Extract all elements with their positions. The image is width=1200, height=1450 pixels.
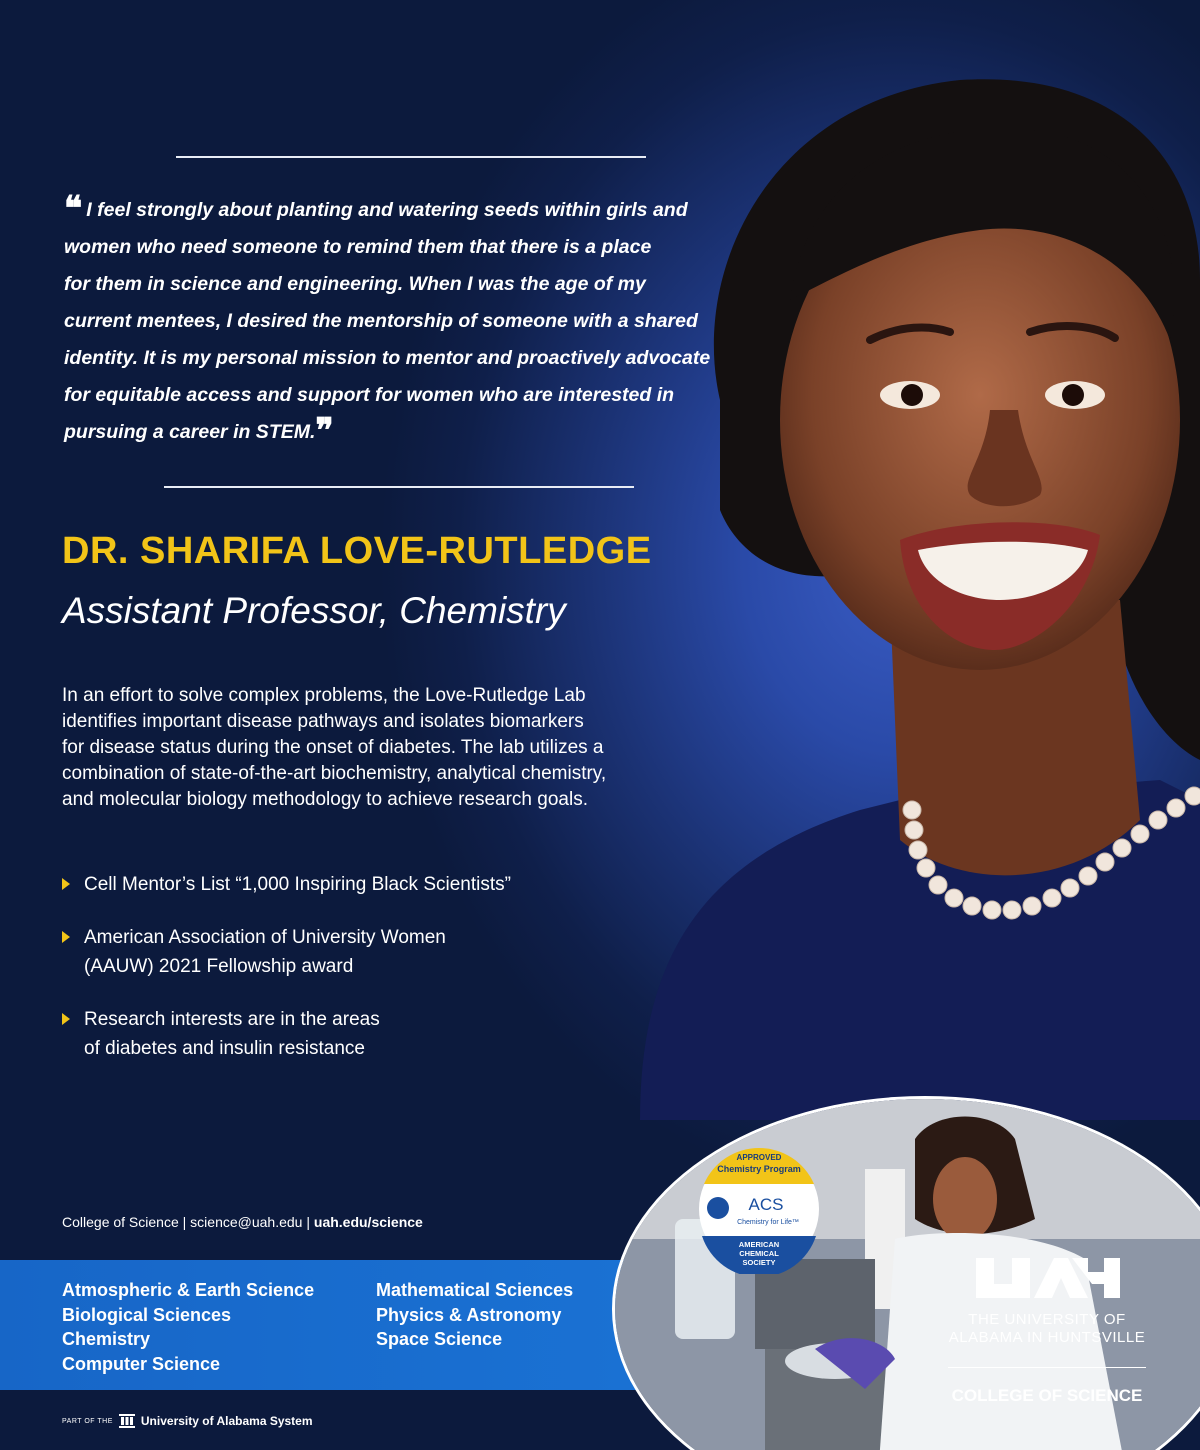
quote-line: pursuing a career in STEM. <box>64 421 316 443</box>
profile-name: DR. SHARIFA LOVE-RUTLEDGE <box>62 530 652 572</box>
bullet-arrow-icon <box>62 931 70 943</box>
uah-college-name: COLLEGE OF SCIENCE <box>951 1386 1143 1405</box>
department-item: Chemistry <box>62 1329 151 1349</box>
department-item: Space Science <box>376 1329 503 1349</box>
highlights-list <box>62 870 582 1087</box>
highlight-text: of diabetes and insulin resistance <box>84 1038 365 1059</box>
description-line: identifies important disease pathways and isolates biomarkers <box>62 711 584 732</box>
quote-bottom-rule <box>164 486 634 488</box>
description-line: and molecular biology methodology to achieve research goals. <box>62 789 588 810</box>
contact-email[interactable]: science@uah.edu <box>190 1214 303 1230</box>
department-item: Biological Sciences <box>62 1304 232 1325</box>
highlight-text: American Association of University Women <box>84 927 446 948</box>
highlight-text: (AAUW) 2021 Fellowship award <box>84 956 354 977</box>
contact-college: College of Science <box>62 1214 179 1230</box>
ua-system-logo-icon <box>119 1414 135 1428</box>
acs-society-text: SOCIETY <box>742 1258 776 1267</box>
footer-system-name: University of Alabama System <box>140 1414 313 1428</box>
acs-logo-text: ACS <box>748 1195 784 1214</box>
highlight-item <box>62 1005 582 1063</box>
highlight-text: Cell Mentor’s List “1,000 Inspiring Black Scientists” <box>84 874 511 895</box>
quote-top-rule <box>176 156 646 158</box>
quote-line: current mentees, I desired the mentorship of someone with a shared <box>64 310 698 332</box>
profile-title: Assistant Professor, Chemistry <box>62 590 566 631</box>
description-line: for disease status during the onset of diabetes. The lab utilizes a <box>62 737 604 758</box>
department-item: Mathematical Sciences <box>376 1280 574 1300</box>
description-line: In an effort to solve complex problems, the Love-Rutledge Lab <box>62 685 586 706</box>
uah-logo-icon <box>972 1254 1122 1300</box>
quote-line: identity. It is my personal mission to mentor and proactively advocate <box>64 347 711 369</box>
footer-prefix: PART OF THE <box>62 1417 113 1425</box>
bullet-arrow-icon <box>62 878 70 890</box>
highlight-item <box>62 923 582 981</box>
quote-line: for equitable access and support for women who are interested in <box>64 384 675 406</box>
uah-name-line: ALABAMA IN HUNTSVILLE <box>948 1329 1146 1346</box>
lab-description <box>62 683 702 813</box>
uah-logo-block <box>944 1254 1150 1406</box>
bullet-arrow-icon <box>62 1013 70 1025</box>
departments-right <box>376 1278 573 1352</box>
acs-approved-badge <box>698 1144 820 1274</box>
description-line: combination of state-of-the-art biochemistry, analytical chemistry, <box>62 763 607 784</box>
quote-line: women who need someone to remind them that there is a place <box>64 236 652 258</box>
acs-society-text: CHEMICAL <box>739 1249 779 1258</box>
contact-url[interactable]: uah.edu/science <box>313 1214 423 1230</box>
acs-approved-text: APPROVED <box>736 1153 782 1162</box>
footer-system <box>62 1414 313 1428</box>
uah-divider <box>948 1367 1146 1368</box>
department-item: Computer Science <box>62 1353 221 1374</box>
acs-society-text: AMERICAN <box>738 1240 780 1249</box>
quote-line: for them in science and engineering. When I was the age of my <box>64 273 646 295</box>
highlight-text: Research interests are in the areas <box>84 1009 380 1030</box>
contact-line: College of Science | science@uah.edu | uah.edu/science <box>62 1214 423 1230</box>
highlight-item <box>62 870 582 899</box>
open-quote-icon: ❝ <box>64 190 83 228</box>
close-quote-icon: ❞ <box>315 412 334 450</box>
uah-name-line: THE UNIVERSITY OF <box>968 1311 1126 1328</box>
departments-left <box>62 1278 314 1376</box>
pull-quote <box>64 192 744 451</box>
department-item: Atmospheric & Earth Science <box>62 1280 315 1300</box>
quote-line: I feel strongly about planting and watering seeds within girls and <box>86 199 688 221</box>
acs-tagline: Chemistry for Life™ <box>737 1219 799 1226</box>
acs-program-text: Chemistry Program <box>717 1164 801 1174</box>
department-item: Physics & Astronomy <box>376 1304 562 1325</box>
